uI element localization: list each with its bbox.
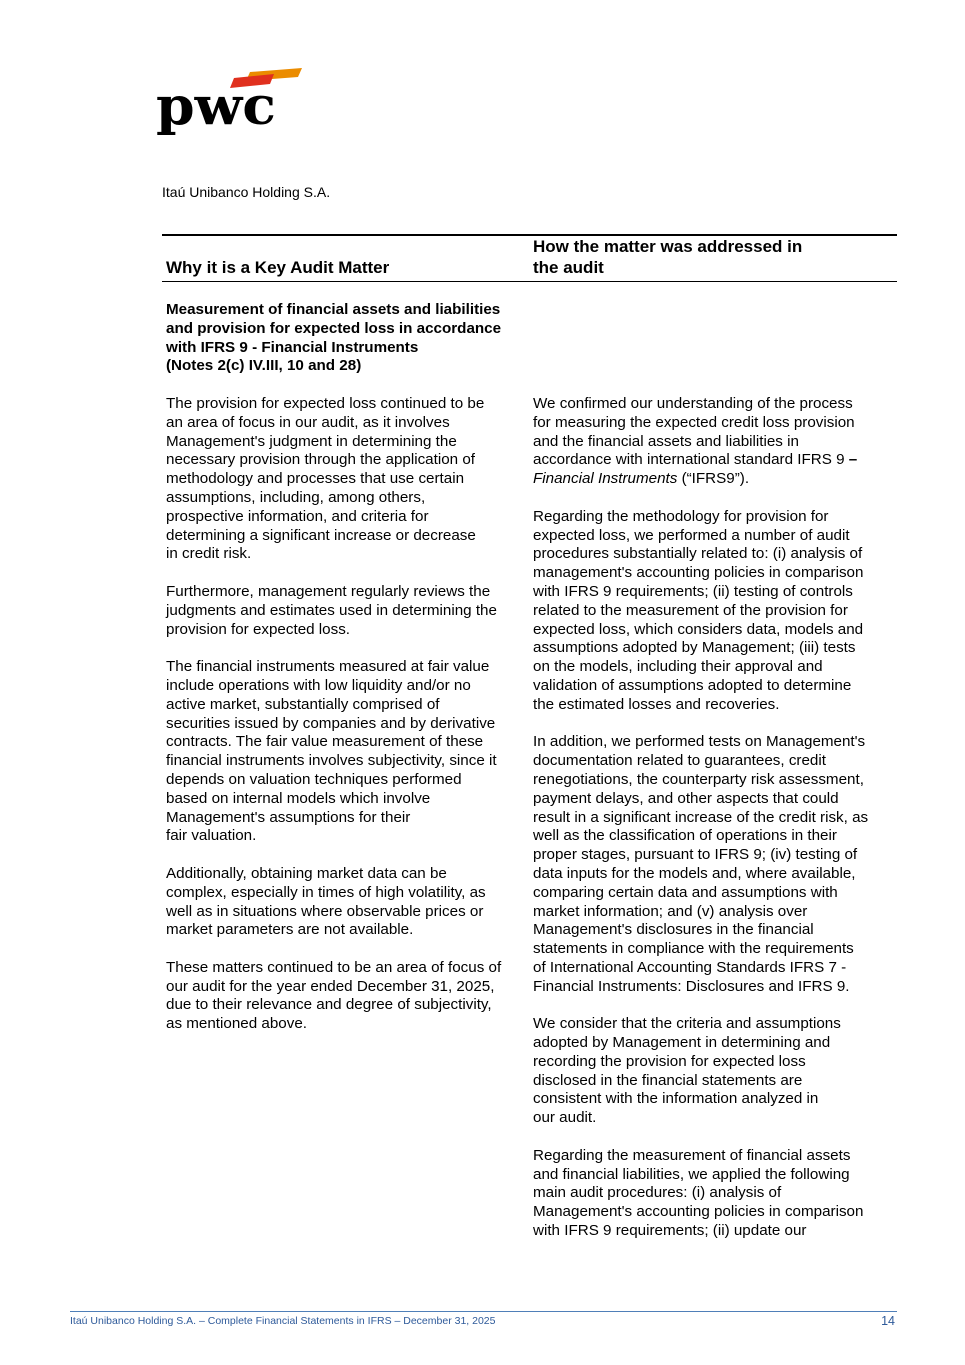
how-paragraph-5: Regarding the measurement of financial assets and financial liabilities, we applied the following main audit procedures: (i) analysis of Management's accounting policies in comparison with IFRS 9 requirements; (ii) update our — [533, 1146, 864, 1240]
why-paragraph-5: These matters continued to be an area of focus of our audit for the year ended December 31, 2025, due to their relevance and degree of subjectivity, as mentioned above. — [166, 958, 502, 1033]
how-paragraph-4: We consider that the criteria and assumptions adopted by Management in determining and recording the provision for expected loss disclosed in the financial statements are consistent with the information analyzed in our audit. — [533, 1015, 841, 1127]
how-paragraph-3: In addition, we performed tests on Management's documentation related to guarantees, credit renegotiations, the counterparty risk assessment, payment delays, and other aspects that could result in a significant increase of the credit risk, as well as the classification of operations in their proper stages, pursuant to IFRS 9; (iv) testing of data inputs for the models and, where available, comparing certain data and assumptions with market information; and (v) analysis over Management's disclosures in the financial statements in compliance with the requirements of International Accounting Standards IFRS 7 - Financial Instruments: Disclosures and IFRS 9. — [533, 733, 869, 995]
why-paragraph-1: The provision for expected loss continued to be an area of focus in our audit, as it involves Management's judgment in determining the necessary provision through the application of methodology and processes that use certain assumptions, including, among others, prospective information, and criteria for determining a significant increase or decrease in credit risk. — [166, 394, 485, 563]
how-paragraph-1: We confirmed our understanding of the process for measuring the expected credit loss provision and the financial assets and liabilities in accordance with international standard IFRS 9 – Financial Instruments (“IFRS9”). — [533, 395, 858, 488]
pwc-logo — [156, 64, 308, 144]
matter-subject: Measurement of financial assets and liabilities and provision for expected loss in accordance with IFRS 9 - Financial Instruments (Notes 2(c) IV.III, 10 and 28) — [166, 301, 502, 375]
col1-header: Why it is a Key Audit Matter — [166, 258, 390, 277]
why-paragraph-2: Furthermore, management regularly reviews the judgments and estimates used in determining the provision for expected loss. — [166, 582, 497, 638]
how-paragraph-2: Regarding the methodology for provision for expected loss, we performed a number of audit procedures substantially related to: (i) analysis of management's accounting policies in comparison with IFRS 9 requirements; (ii) testing of controls related to the measurement of the provision for expected loss, which considers data, models and assumptions adopted by Management; (iii) tests on the models, including their approval and validation of assumptions adopted to determine the estimated losses and recoveries. — [533, 507, 864, 713]
how-column — [530, 282, 897, 1241]
company-name: Itaú Unibanco Holding S.A. — [162, 184, 331, 200]
footer-divider — [70, 1311, 897, 1312]
key-audit-matter-table — [162, 234, 897, 1241]
table-header — [162, 234, 897, 282]
why-paragraph-4: Additionally, obtaining market data can be complex, especially in times of high volatility, as well as in situations where observable prices or market parameters are not available. — [166, 864, 486, 939]
why-column — [162, 282, 530, 1241]
footer-text: Itaú Unibanco Holding S.A. – Complete Financial Statements in IFRS – December 31, 2025 — [70, 1315, 496, 1327]
why-paragraph-3: The financial instruments measured at fair value include operations with low liquidity and/or no active market, substantially comprised of securities issued by companies and by derivative contracts. The fair value measurement of these financial instruments involves subjectivity, since it depends on valuation techniques performed based on internal models which involve Management's assumptions for their fair valuation. — [166, 658, 497, 845]
table-body — [162, 282, 897, 1241]
page-number: 14 — [881, 1314, 895, 1328]
col2-header: How the matter was addressed in the audit — [533, 237, 803, 277]
logo-wordmark: pwc — [156, 76, 276, 137]
